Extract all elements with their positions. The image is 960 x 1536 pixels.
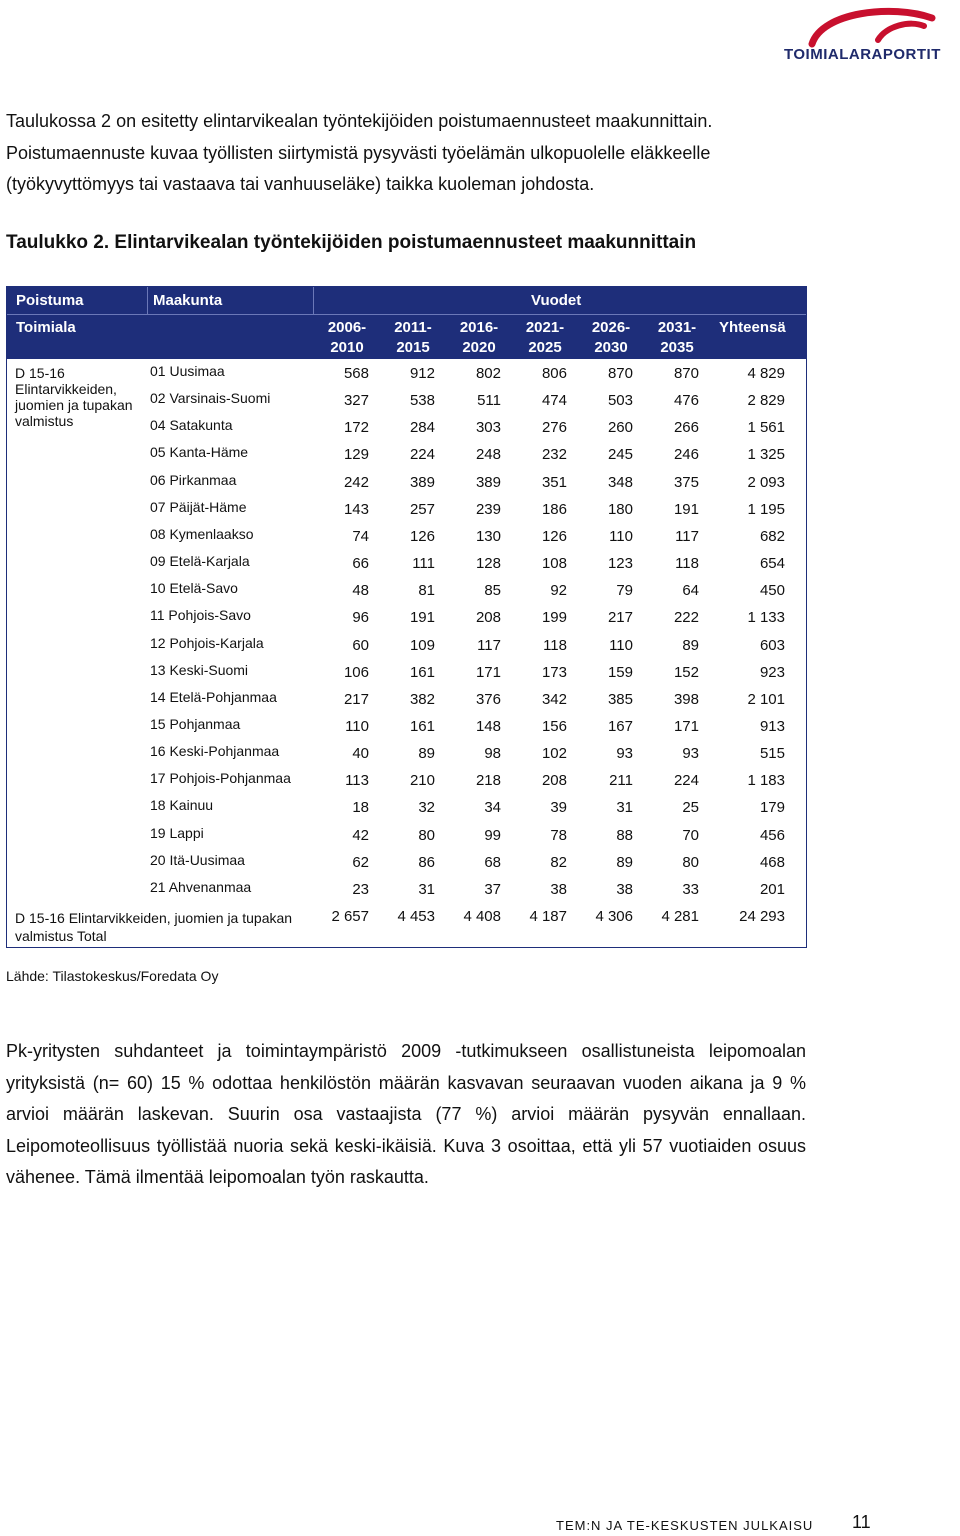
table-row [7,471,806,501]
value-cell: 186 [541,500,567,518]
value-cell: 167 [607,717,633,735]
value-cell: 217 [343,690,369,708]
total-cell: 2 829 [747,392,785,410]
header-period-1: 2006- 2010 [327,319,367,356]
total-cell: 913 [759,717,785,735]
value-cell: 82 [550,853,567,871]
value-cell: 93 [682,745,699,763]
region-name: 08 Kymenlaakso [150,525,254,542]
header-vuodet: Vuodet [531,292,582,309]
value-cell: 89 [616,853,633,871]
region-name: 11 Pohjois-Savo [150,607,251,624]
value-cell: 126 [409,527,435,545]
value-cell: 130 [475,527,501,545]
total-row [7,908,806,935]
value-cell: 474 [541,392,567,410]
value-cell: 398 [673,690,699,708]
value-cell: 88 [616,826,633,844]
value-cell: 111 [412,555,435,573]
value-cell: 327 [343,392,369,410]
table-row [7,446,806,473]
table-row [7,824,806,854]
value-cell: 38 [616,880,633,898]
value-cell: 199 [541,609,567,627]
total-value-cell: 4 408 [463,908,501,925]
value-cell: 74 [352,527,369,545]
total-cell: 1 325 [747,446,785,464]
value-cell: 118 [543,636,567,654]
region-name: 20 Itä-Uusimaa [150,851,245,868]
value-cell: 25 [682,799,699,817]
value-cell: 208 [541,772,567,790]
value-cell: 80 [682,853,699,871]
value-cell: 38 [550,880,567,898]
total-value-cell: 24 293 [739,908,785,925]
value-cell: 152 [673,663,699,681]
total-value-cell: 4 453 [397,908,435,925]
table-header [7,287,806,359]
header-maakunta: Maakunta [153,292,223,309]
value-cell: 117 [477,636,501,654]
region-name: 02 Varsinais-Suomi [150,390,271,407]
table-row [7,498,806,528]
value-cell: 99 [484,826,501,844]
region-name: 19 Lappi [150,824,204,841]
value-cell: 389 [409,473,435,491]
value-cell: 98 [484,745,501,763]
value-cell: 92 [550,582,567,600]
value-cell: 568 [343,365,369,382]
header-period-2: 2011- 2015 [394,319,432,356]
table-row [7,609,806,636]
total-cell: 603 [759,636,785,654]
value-cell: 342 [541,690,567,708]
value-cell: 117 [675,527,699,545]
value-cell: 538 [409,392,435,410]
table-row [7,661,806,691]
total-value-cell: 4 306 [595,908,633,925]
table-row [7,688,806,718]
value-cell: 260 [607,419,633,437]
table-source: Lähde: Tilastokeskus/Foredata Oy [6,968,219,984]
value-cell: 110 [609,636,633,654]
value-cell: 511 [477,392,501,410]
value-cell: 110 [345,717,369,735]
value-cell: 31 [616,799,633,817]
value-cell: 89 [418,745,435,763]
value-cell: 68 [484,853,501,871]
value-cell: 96 [352,609,369,627]
value-cell: 93 [616,745,633,763]
value-cell: 102 [541,745,567,763]
total-cell: 4 829 [747,365,785,382]
total-cell: 201 [759,880,785,898]
value-cell: 70 [682,826,699,844]
total-cell: 468 [759,853,785,871]
value-cell: 210 [409,772,435,790]
value-cell: 217 [607,609,633,627]
value-cell: 31 [418,880,435,898]
value-cell: 40 [352,745,369,763]
total-label: D 15-16 Elintarvikkeiden, juomien ja tupakan valmistus Total [15,910,293,944]
value-cell: 60 [352,636,369,654]
table-row [7,799,806,826]
value-cell: 66 [352,555,369,573]
value-cell: 303 [475,419,501,437]
region-name: 07 Päijät-Häme [150,498,247,515]
value-cell: 34 [484,799,501,817]
value-cell: 806 [541,365,567,382]
value-cell: 81 [418,582,435,600]
value-cell: 802 [475,365,501,382]
value-cell: 222 [673,609,699,627]
total-cell: 515 [759,745,785,763]
value-cell: 113 [345,772,369,790]
value-cell: 348 [607,473,633,491]
value-cell: 108 [541,555,567,573]
value-cell: 23 [352,880,369,898]
total-cell: 450 [759,582,785,600]
total-cell: 923 [759,663,785,681]
value-cell: 351 [541,473,567,491]
page-number: 11 [852,1512,871,1532]
header-poistuma: Poistuma [16,292,84,309]
table-row [7,634,806,664]
value-cell: 172 [343,419,369,437]
value-cell: 32 [418,799,435,817]
intro-paragraph: Taulukossa 2 on esitetty elintarvikealan työntekijöiden poistumaennusteet maakunnittain. Poistumaennuste kuvaa työllisten siirtymistä pysyvästi työelämän ulkopuolelle eläkkeelle (työkyvyttömyys tai vastaava tai vanhuuseläke) taikka kuoleman johdosta. [6,111,713,194]
value-cell: 126 [541,527,567,545]
value-cell: 239 [475,500,501,518]
table-row [7,365,806,392]
value-cell: 385 [607,690,633,708]
value-cell: 42 [352,826,369,844]
industry-label: D 15-16 Elintarvikkeiden, juomien ja tupakan valmistus [15,365,133,429]
value-cell: 257 [409,500,435,518]
region-name: 15 Pohjanmaa [150,715,241,732]
region-name: 04 Satakunta [150,417,233,434]
value-cell: 191 [409,609,435,627]
region-name: 17 Pohjois-Pohjanmaa [150,770,291,787]
value-cell: 912 [409,365,435,382]
table-row [7,555,806,582]
total-cell: 179 [759,799,785,817]
region-name: 01 Uusimaa [150,363,225,379]
value-cell: 18 [352,799,369,817]
value-cell: 376 [475,690,501,708]
value-cell: 79 [616,582,633,600]
region-name: 06 Pirkanmaa [150,471,237,488]
header-period-5: 2026- 2030 [591,319,631,356]
value-cell: 173 [541,663,567,681]
value-cell: 86 [418,853,435,871]
value-cell: 218 [475,772,501,790]
value-cell: 78 [550,826,567,844]
value-cell: 110 [609,527,633,545]
value-cell: 870 [673,365,699,382]
total-value-cell: 4 187 [529,908,567,925]
total-cell: 1 133 [747,609,785,627]
table-row [7,392,806,419]
total-cell: 654 [759,555,785,573]
value-cell: 171 [475,663,501,681]
table-row [7,582,806,609]
header-toimiala: Toimiala [16,319,76,336]
value-cell: 503 [607,392,633,410]
region-name: 13 Keski-Suomi [150,661,249,678]
toimialaraportit-logo [782,4,952,68]
value-cell: 180 [607,500,633,518]
region-name: 09 Etelä-Karjala [150,553,250,570]
total-cell: 2 101 [747,690,785,708]
region-name: 10 Etelä-Savo [150,580,238,597]
table-row [7,851,806,881]
value-cell: 248 [475,446,501,464]
value-cell: 48 [352,582,369,600]
table-row [7,878,806,908]
data-table [6,286,807,948]
value-cell: 232 [541,446,567,464]
body-paragraph: Pk-yritysten suhdanteet ja toimintaympäristö 2009 -tutkimukseen osallistuneista leipomoalan yrityksistä (n= 60) 15 % odottaa henkilöstön määrän kasvavan seuraavan vuoden aikana ja 9 % arvioi määrän laskevan. Suurin osa vastaajista (77 %) arvioi määrän pysyvän ennallaan. Leipomoteollisuus työllistää nuoria sekä keski-ikäisiä. Kuva 3 osoittaa, että yli 57 vuotiaiden osuus vähenee. Tämä ilmentää leipomoalan työn raskautta. [6,1041,806,1187]
value-cell: 159 [607,663,633,681]
value-cell: 64 [682,582,699,600]
value-cell: 85 [484,582,501,600]
value-cell: 128 [475,555,501,573]
total-cell: 1 195 [747,500,785,518]
region-name: 12 Pohjois-Karjala [150,634,264,651]
region-name: 14 Etelä-Pohjanmaa [150,688,277,705]
total-cell: 682 [759,527,785,545]
value-cell: 129 [343,446,369,464]
total-cell: 1 561 [747,419,785,437]
publication-footer: TEM:N JA TE-KESKUSTEN JULKAISU [556,1518,814,1533]
value-cell: 191 [673,500,699,518]
value-cell: 870 [607,365,633,382]
table-row [7,772,806,799]
table-row [7,419,806,446]
value-cell: 208 [475,609,501,627]
value-cell: 382 [409,690,435,708]
value-cell: 109 [409,636,435,654]
header-period-3: 2016- 2020 [459,319,499,356]
region-name: 16 Keski-Pohjanmaa [150,743,280,760]
table-title: Taulukko 2. Elintarvikealan työntekijöiden poistumaennusteet maakunnittain [6,232,697,253]
value-cell: 161 [409,663,435,681]
value-cell: 143 [343,500,369,518]
value-cell: 245 [607,446,633,464]
region-name: 21 Ahvenanmaa [150,878,252,895]
value-cell: 118 [675,555,699,573]
value-cell: 276 [541,419,567,437]
header-period-6: 2031- 2035 [657,319,697,356]
value-cell: 80 [418,826,435,844]
value-cell: 211 [609,772,633,790]
header-period-4: 2021- 2025 [525,319,565,356]
value-cell: 389 [475,473,501,491]
total-cell: 456 [759,826,785,844]
total-value-cell: 2 657 [331,908,369,925]
value-cell: 242 [343,473,369,491]
value-cell: 246 [673,446,699,464]
logo-text: TOIMIALARAPORTIT [784,46,941,63]
value-cell: 106 [343,663,369,681]
total-cell: 1 183 [747,772,785,790]
value-cell: 171 [673,717,699,735]
value-cell: 375 [673,473,699,491]
logo-swoosh-icon [782,4,952,48]
value-cell: 89 [682,636,699,654]
value-cell: 224 [673,772,699,790]
total-cell: 2 093 [747,473,785,491]
value-cell: 148 [475,717,501,735]
value-cell: 37 [484,880,501,898]
table-row [7,525,806,555]
value-cell: 476 [673,392,699,410]
value-cell: 284 [409,419,435,437]
value-cell: 266 [673,419,699,437]
value-cell: 39 [550,799,567,817]
table-row [7,715,806,745]
header-yhteensa: Yhteensä [719,319,786,336]
value-cell: 33 [682,880,699,898]
region-name: 05 Kanta-Häme [150,444,249,461]
value-cell: 62 [352,853,369,871]
table-row [7,745,806,772]
value-cell: 156 [541,717,567,735]
total-value-cell: 4 281 [661,908,699,925]
value-cell: 161 [409,717,435,735]
value-cell: 123 [607,555,633,573]
value-cell: 224 [409,446,435,464]
region-name: 18 Kainuu [150,797,214,814]
